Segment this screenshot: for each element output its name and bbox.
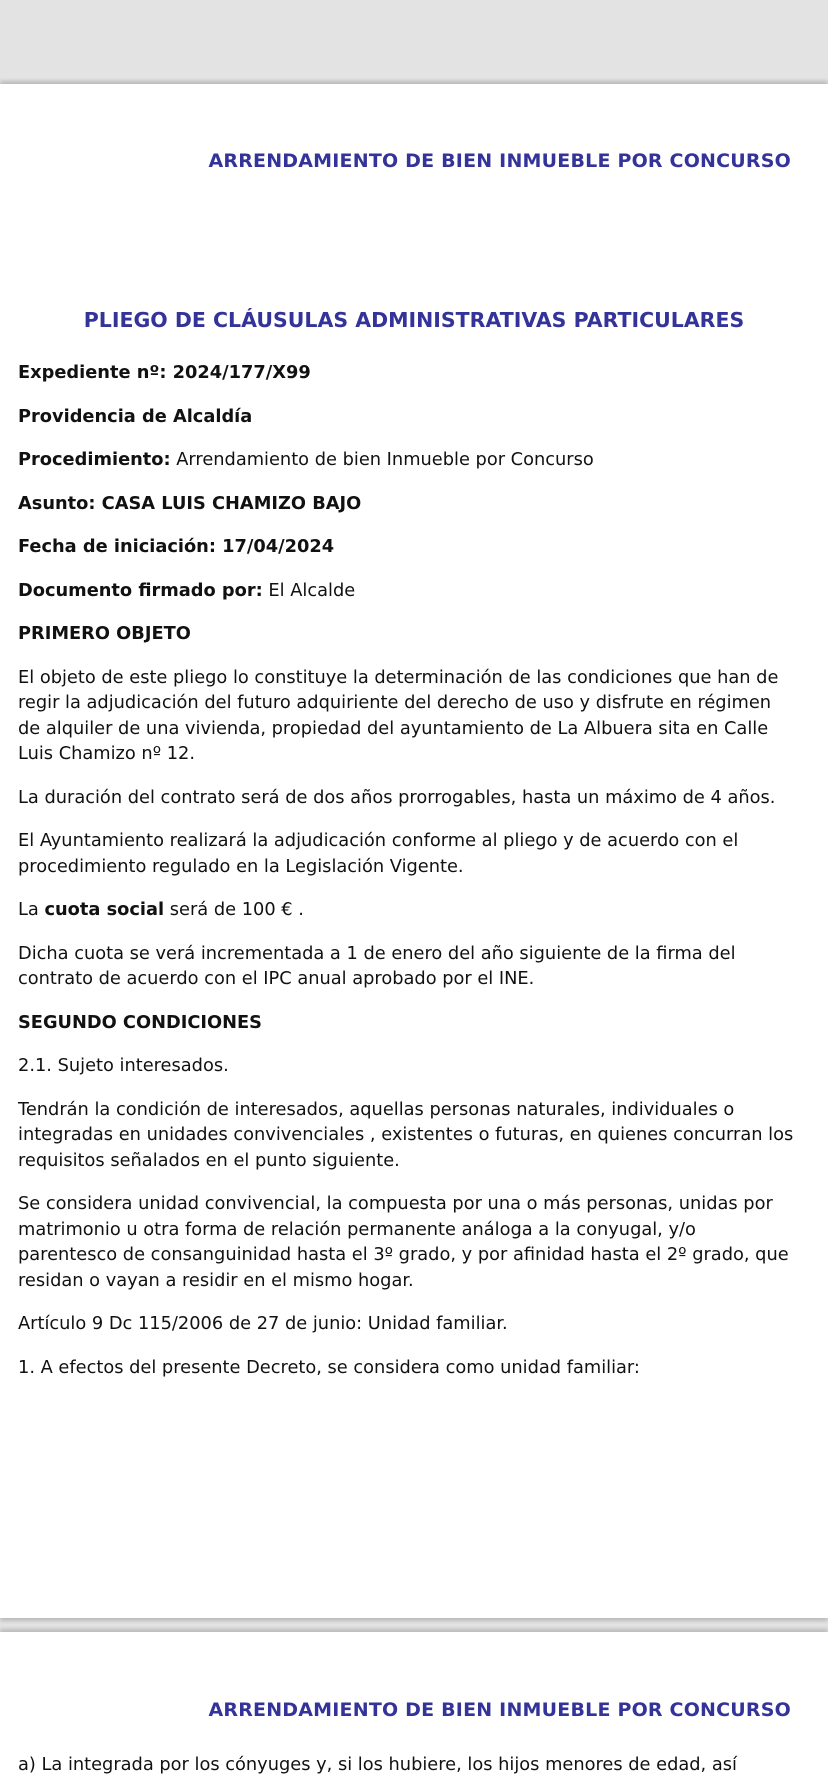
paragraph-duracion: La duración del contrato será de dos años prorrogables, hasta un máximo de 4 años. xyxy=(18,786,776,808)
procedimiento-line xyxy=(18,447,796,473)
section-heading-objeto-text: PRIMERO OBJETO xyxy=(18,623,191,644)
firmado-label: Documento firmado por: xyxy=(18,579,263,601)
paragraph-decreto: 1. A efectos del presente Decreto, se considera como unidad familiar: xyxy=(18,1356,640,1378)
document-page-1 xyxy=(0,84,828,1618)
paragraph-ipc: Dicha cuota se verá incrementada a 1 de enero del año siguiente de la firma del contrato de acuerdo con el IPC anual aprobado por el INE. xyxy=(18,942,736,989)
asunto-line xyxy=(18,491,796,517)
subheading-sujeto: 2.1. Sujeto interesados. xyxy=(18,1055,229,1076)
asunto-text: Asunto: CASA LUIS CHAMIZO BAJO xyxy=(18,492,362,514)
paragraph-unidad-convivencial: Se considera unidad convivencial, la compuesta por una o más personas, unidas por matrimonio u otra forma de relación permanente análoga a la conyugal, y/o parentesco de consanguinidad hasta el 3º grado, y por afinidad hasta el 2º grado, que residan o vayan a residir en el mismo hogar. xyxy=(18,1193,789,1291)
document-page-2 xyxy=(0,1632,828,1792)
running-header: ARRENDAMIENTO DE BIEN INMUEBLE POR CONCURSO xyxy=(208,150,791,172)
fecha-text: Fecha de iniciación: 17/04/2024 xyxy=(18,536,335,557)
procedimiento-label: Procedimiento: xyxy=(18,449,171,470)
providencia-text: Providencia de Alcaldía xyxy=(18,405,253,427)
running-header: ARRENDAMIENTO DE BIEN INMUEBLE POR CONCURSO xyxy=(208,1699,791,1721)
document-title: PLIEGO DE CLÁUSULAS ADMINISTRATIVAS PARTICULARES xyxy=(83,308,745,332)
section-heading-condiciones-text: SEGUNDO CONDICIONES xyxy=(18,1011,262,1033)
procedimiento-value: Arrendamiento de bien Inmueble por Concurso xyxy=(170,449,594,470)
paragraph-cuota xyxy=(18,897,796,923)
paragraph-unidad-familiar-a: a) La integrada por los cónyuges y, si los hubiere, los hijos menores de edad, así xyxy=(18,1754,737,1775)
firmado-line xyxy=(18,578,796,604)
paragraph-adjudicacion: El Ayuntamiento realizará la adjudicación conforme al pliego y de acuerdo con el procedimiento regulado en la Legislación Vigente. xyxy=(18,830,739,877)
fecha-line xyxy=(18,534,796,560)
document-body xyxy=(18,360,796,1398)
section-heading-condiciones xyxy=(18,1010,796,1036)
paragraph-interesados: Tendrán la condición de interesados, aquellas personas naturales, individuales o integradas en unidades convivenciales , existentes o futuras, en quienes concurran los requisitos señalados en el punto siguiente. xyxy=(18,1098,794,1171)
expediente-text: Expediente nº: 2024/177/X99 xyxy=(18,362,311,383)
paragraph-objeto: El objeto de este pliego lo constituye la determinación de las condiciones que han de regir la adjudicación del futuro adquiriente del derecho de uso y disfrute en régimen de alquiler de una vivienda, propiedad del ayuntamiento de La Albuera sita en Calle Luis Chamizo nº 12. xyxy=(18,666,779,764)
cuota-pre: La xyxy=(18,899,45,920)
paragraph-articulo: Artículo 9 Dc 115/2006 de 27 de junio: Unidad familiar. xyxy=(18,1313,508,1334)
section-heading-objeto xyxy=(18,621,796,647)
cuota-bold: cuota social xyxy=(44,899,165,920)
firmado-value: El Alcalde xyxy=(262,579,356,601)
providencia-line xyxy=(18,404,796,430)
expediente-line xyxy=(18,360,796,386)
cuota-post: será de 100 € . xyxy=(164,899,304,920)
